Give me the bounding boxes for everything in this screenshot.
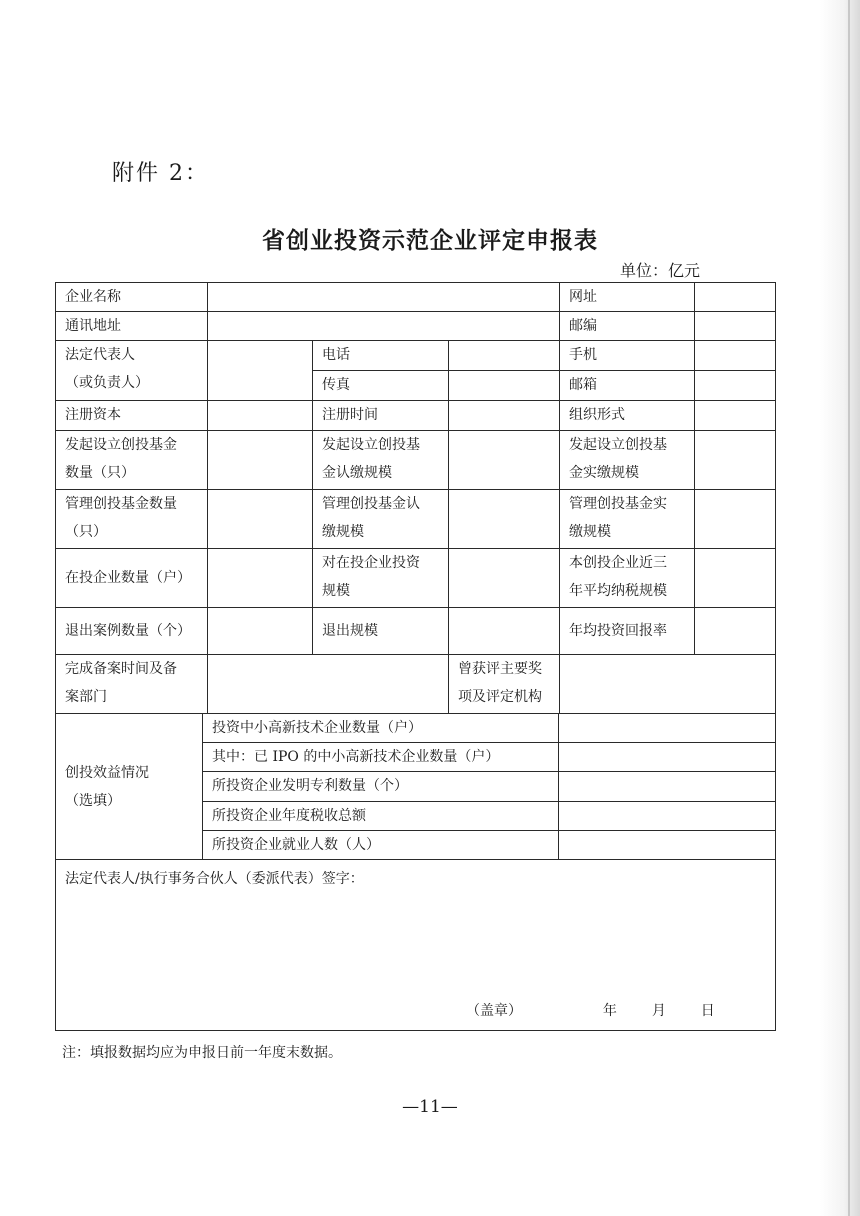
label-registration-time: 注册时间 — [312, 400, 449, 431]
month-label: 月 — [651, 1003, 666, 1019]
founded-funds-subscribed-line2: 金认缴规模 — [322, 465, 392, 481]
managed-funds-paid-line1: 管理创投基金实 — [569, 496, 667, 512]
input-tax-scale[interactable] — [694, 548, 776, 608]
label-legal-rep — [55, 340, 208, 401]
managed-funds-subscribed-line1: 管理创投基金认 — [322, 496, 420, 512]
label-invested-count: 在投企业数量（户） — [55, 548, 208, 608]
input-email[interactable] — [694, 370, 776, 401]
input-mobile[interactable] — [694, 340, 776, 371]
label-phone: 电话 — [312, 340, 449, 371]
filing-line1: 完成备案时间及备 — [65, 661, 177, 677]
label-invested-scale — [312, 548, 449, 608]
label-filing — [55, 654, 208, 714]
seal-label: （盖章） — [466, 1003, 522, 1019]
attachment-label: 附件 2： — [112, 161, 209, 186]
founded-funds-count-line1: 发起设立创投基金 — [65, 437, 177, 453]
managed-funds-subscribed-line2: 缴规模 — [322, 524, 364, 540]
label-postcode: 邮编 — [559, 311, 695, 341]
label-benefit-item-2: 其中：已 IPO 的中小高新技术企业数量（户） — [202, 742, 559, 772]
label-benefit-item-1: 投资中小高新技术企业数量（户） — [202, 713, 559, 743]
label-benefit-item-5: 所投资企业就业人数（人） — [202, 830, 559, 860]
input-exit-scale[interactable] — [448, 607, 560, 655]
label-founded-funds-count — [55, 430, 208, 490]
input-managed-funds-count[interactable] — [207, 489, 313, 549]
benefit-line1: 创投效益情况 — [65, 765, 149, 781]
managed-funds-count-line1: 管理创投基金数量 — [65, 496, 177, 512]
input-exit-cases[interactable] — [207, 607, 313, 655]
invested-scale-line1: 对在投企业投资 — [322, 555, 420, 571]
year-label: 年 — [602, 1003, 617, 1019]
managed-funds-paid-line2: 缴规模 — [569, 524, 611, 540]
founded-funds-paid-line2: 金实缴规模 — [569, 465, 639, 481]
page-number: —11— — [402, 1097, 458, 1117]
input-benefit-item-3[interactable] — [558, 771, 776, 802]
input-address[interactable] — [207, 311, 560, 341]
input-managed-funds-subscribed[interactable] — [448, 489, 560, 549]
input-phone[interactable] — [448, 340, 560, 371]
tax-scale-line1: 本创投企业近三 — [569, 555, 667, 571]
footnote: 注：填报数据均应为申报日前一年度末数据。 — [62, 1045, 342, 1061]
tax-scale-line2: 年平均纳税规模 — [569, 583, 667, 599]
input-registration-time[interactable] — [448, 400, 560, 431]
input-benefit-item-4[interactable] — [558, 801, 776, 831]
label-managed-funds-paid — [559, 489, 695, 549]
input-founded-funds-paid[interactable] — [694, 430, 776, 490]
input-invested-scale[interactable] — [448, 548, 560, 608]
founded-funds-paid-line1: 发起设立创投基 — [569, 437, 667, 453]
input-benefit-item-5[interactable] — [558, 830, 776, 860]
label-company-name: 企业名称 — [55, 282, 208, 312]
label-founded-funds-subscribed — [312, 430, 449, 490]
input-founded-funds-count[interactable] — [207, 430, 313, 490]
input-awards[interactable] — [559, 654, 776, 714]
input-postcode[interactable] — [694, 311, 776, 341]
label-awards — [448, 654, 560, 714]
label-org-form: 组织形式 — [559, 400, 695, 431]
label-annual-return: 年均投资回报率 — [559, 607, 695, 655]
day-label: 日 — [700, 1003, 715, 1019]
input-invested-count[interactable] — [207, 548, 313, 608]
awards-line1: 曾获评主要奖 — [458, 661, 542, 677]
signature-label: 法定代表人/执行事务合伙人（委派代表）签字： — [65, 871, 364, 887]
benefit-line2: （选填） — [65, 793, 121, 809]
input-benefit-item-1[interactable] — [558, 713, 776, 743]
input-managed-funds-paid[interactable] — [694, 489, 776, 549]
managed-funds-count-line2: （只） — [65, 524, 107, 540]
label-benefit-item-4: 所投资企业年度税收总额 — [202, 801, 559, 831]
label-tax-scale — [559, 548, 695, 608]
awards-line2: 项及评定机构 — [458, 689, 542, 705]
label-registered-capital: 注册资本 — [55, 400, 208, 431]
invested-scale-line2: 规模 — [322, 583, 350, 599]
input-annual-return[interactable] — [694, 607, 776, 655]
unit-label: 单位：亿元 — [620, 261, 701, 280]
page-edge — [820, 0, 860, 1216]
signature-block[interactable] — [55, 859, 776, 1031]
form-title: 省创业投资示范企业评定申报表 — [262, 227, 598, 254]
input-registered-capital[interactable] — [207, 400, 313, 431]
founded-funds-subscribed-line1: 发起设立创投基 — [322, 437, 420, 453]
legal-rep-line2: （或负责人） — [65, 375, 149, 391]
input-filing[interactable] — [207, 654, 449, 714]
input-legal-rep[interactable] — [207, 340, 313, 401]
label-email: 邮箱 — [559, 370, 695, 401]
application-form-table — [56, 283, 776, 1032]
label-managed-funds-count — [55, 489, 208, 549]
input-fax[interactable] — [448, 370, 560, 401]
label-managed-funds-subscribed — [312, 489, 449, 549]
founded-funds-count-line2: 数量（只） — [65, 465, 135, 481]
label-benefit — [55, 713, 203, 860]
filing-line2: 案部门 — [65, 689, 107, 705]
input-website[interactable] — [694, 282, 776, 312]
label-benefit-item-3: 所投资企业发明专利数量（个） — [202, 771, 559, 802]
label-exit-scale: 退出规模 — [312, 607, 449, 655]
label-fax: 传真 — [312, 370, 449, 401]
legal-rep-line1: 法定代表人 — [65, 347, 135, 363]
label-website: 网址 — [559, 282, 695, 312]
input-org-form[interactable] — [694, 400, 776, 431]
label-exit-cases: 退出案例数量（个） — [55, 607, 208, 655]
input-founded-funds-subscribed[interactable] — [448, 430, 560, 490]
input-benefit-item-2[interactable] — [558, 742, 776, 772]
input-company-name[interactable] — [207, 282, 560, 312]
label-founded-funds-paid — [559, 430, 695, 490]
signature-date-line — [466, 1000, 715, 1022]
label-mobile: 手机 — [559, 340, 695, 371]
label-address: 通讯地址 — [55, 311, 208, 341]
